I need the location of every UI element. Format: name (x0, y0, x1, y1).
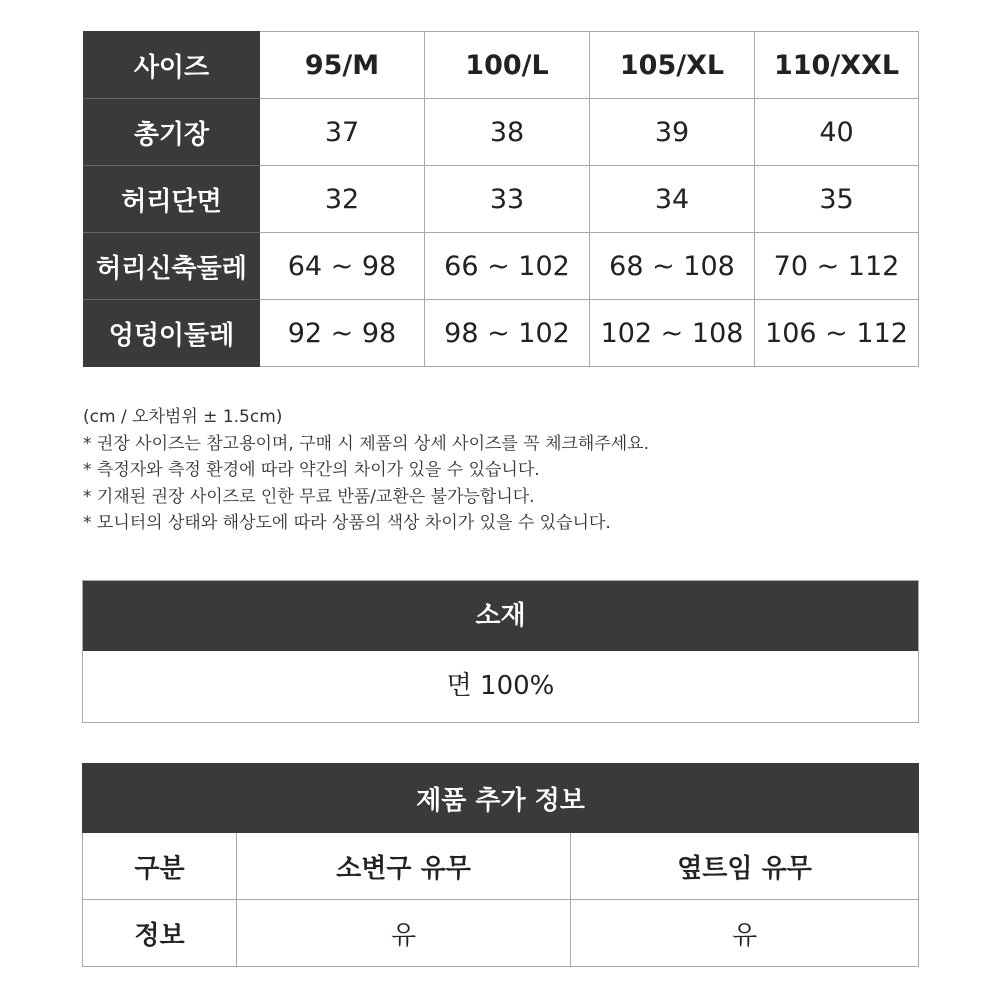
table-cell: 40 (755, 99, 919, 166)
table-cell: 66 ~ 102 (425, 233, 590, 300)
note-line: * 모니터의 상태와 해상도에 따라 상품의 색상 차이가 있을 수 있습니다. (83, 513, 611, 533)
note-line: * 측정자와 측정 환경에 따라 약간의 차이가 있을 수 있습니다. (83, 460, 540, 480)
extra-info-row (83, 900, 919, 967)
table-cell: 32 (260, 166, 425, 233)
table-row (84, 300, 919, 367)
extra-info-table (82, 763, 919, 967)
table-cell: 33 (425, 166, 590, 233)
note-line: * 권장 사이즈는 참고용이며, 구매 시 제품의 상세 사이즈를 꼭 체크해주세요. (83, 433, 650, 454)
table-row (84, 166, 919, 233)
material-value: 면 100% (446, 671, 555, 701)
table-cell: 106 ~ 112 (755, 300, 919, 367)
material-title: 소재 (83, 581, 918, 651)
size-header-row (84, 32, 919, 99)
table-cell: 39 (590, 99, 755, 166)
row-label: 허리단면 (84, 166, 260, 233)
note-line: * 기재된 권장 사이즈로 인한 무료 반품/교환은 불가능합니다. (83, 486, 535, 507)
size-table (83, 31, 919, 367)
table-cell: 98 ~ 102 (425, 300, 590, 367)
table-cell: 70 ~ 112 (755, 233, 919, 300)
table-cell: 35 (755, 166, 919, 233)
table-row (84, 99, 919, 166)
material-box (82, 580, 919, 723)
size-notes (83, 404, 923, 537)
urinal-opening-header: 소변구 유무 (237, 833, 571, 900)
table-cell: 64 ~ 98 (260, 233, 425, 300)
row-label: 엉덩이둘레 (84, 300, 260, 367)
note-unit: (cm / 오차범위 ± 1.5cm) (83, 407, 283, 427)
table-cell: 102 ~ 108 (590, 300, 755, 367)
size-column-header: 110/XXL (755, 32, 919, 99)
table-cell: 92 ~ 98 (260, 300, 425, 367)
row-label: 허리신축둘레 (84, 233, 260, 300)
row-label: 총기장 (84, 99, 260, 166)
extra-info-title: 제품 추가 정보 (83, 764, 919, 833)
side-slit-header: 옆트임 유무 (571, 833, 919, 900)
table-row (84, 233, 919, 300)
info-label: 정보 (83, 900, 237, 967)
size-column-header: 105/XL (590, 32, 755, 99)
size-column-header: 95/M (260, 32, 425, 99)
size-header-label: 사이즈 (84, 32, 260, 99)
table-cell: 68 ~ 108 (590, 233, 755, 300)
category-header: 구분 (83, 833, 237, 900)
table-cell: 37 (260, 99, 425, 166)
extra-info-header-row (83, 833, 919, 900)
size-column-header: 100/L (425, 32, 590, 99)
table-cell: 38 (425, 99, 590, 166)
side-slit-value: 유 (571, 900, 919, 967)
extra-info-title-row (83, 764, 919, 833)
table-cell: 34 (590, 166, 755, 233)
urinal-opening-value: 유 (237, 900, 571, 967)
